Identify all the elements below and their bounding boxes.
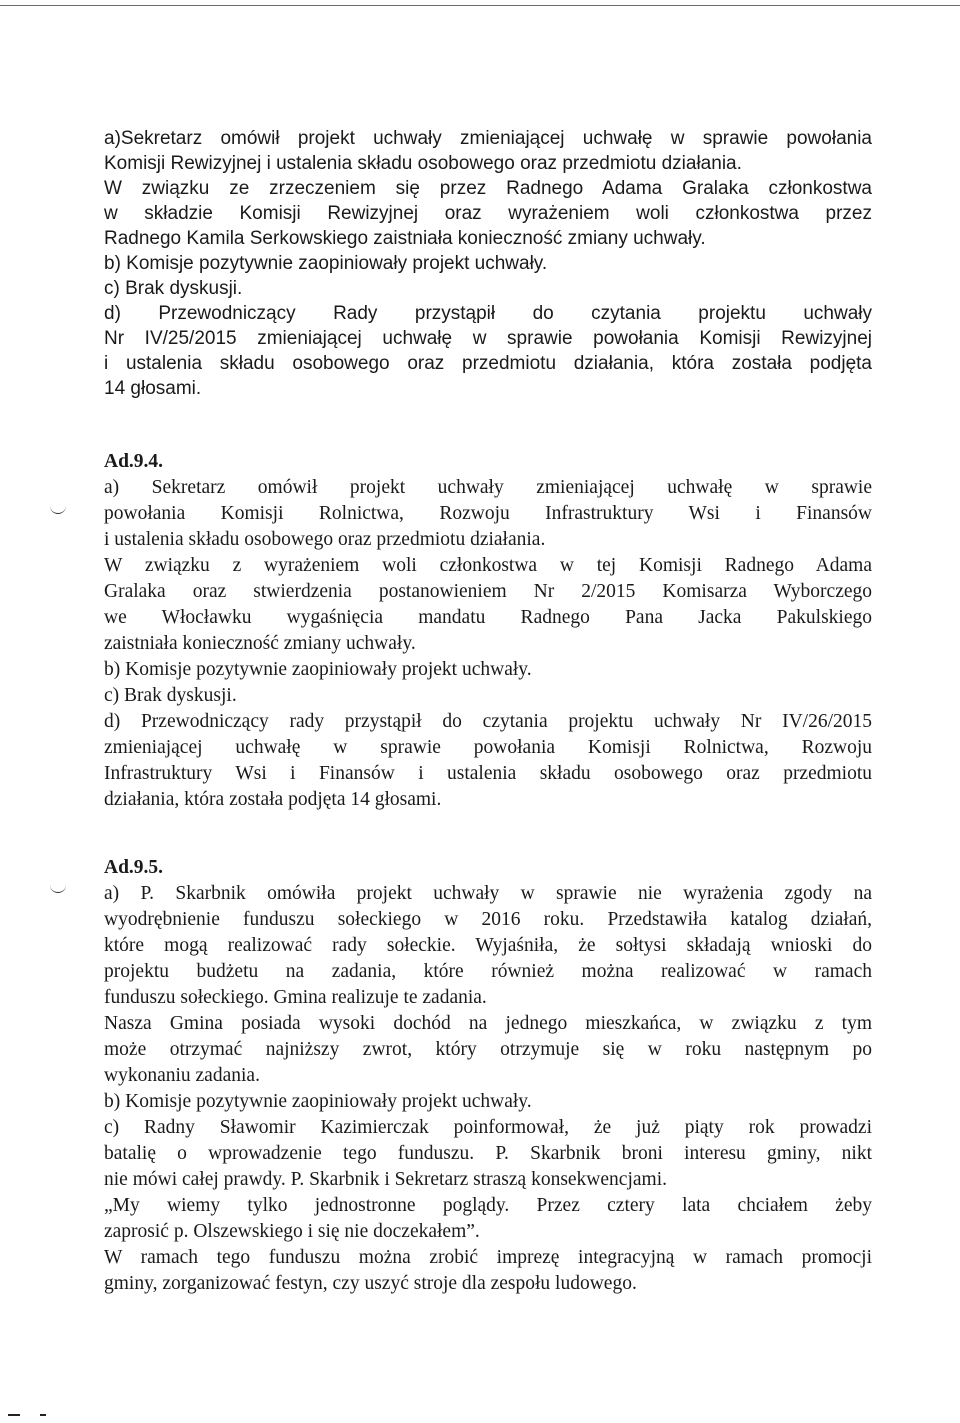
paragraph-line: zaistniała konieczność zmiany uchwały. <box>104 633 416 654</box>
section-heading: Ad.9.4. <box>104 451 164 472</box>
paragraph-line: powołania Komisji Rolnictwa, Rozwoju Infrastruktury Wsi i Finansów <box>104 503 872 524</box>
section-9-4 <box>104 449 872 813</box>
paragraph-line: a)Sekretarz omówił projekt uchwały zmieniającej uchwałę w sprawie powołania <box>104 128 872 149</box>
paragraph-line: i ustalenia składu osobowego oraz przedmiotu działania, która została podjęta <box>104 353 872 374</box>
paragraph-line: Infrastruktury Wsi i Finansów i ustalenia składu osobowego oraz przedmiotu <box>104 763 872 784</box>
paragraph-line: W ramach tego funduszu można zrobić imprezę integracyjną w ramach promocji <box>104 1247 872 1268</box>
paragraph-line: 14 głosami. <box>104 378 202 399</box>
paragraph-line: wykonaniu zadania. <box>104 1065 260 1086</box>
paragraph-line: c) Brak dyskusji. <box>104 278 243 299</box>
paragraph-line: c) Brak dyskusji. <box>104 685 237 706</box>
paragraph-line: gminy, zorganizować festyn, czy uszyć stroje dla zespołu ludowego. <box>104 1273 637 1294</box>
paragraph-line: działania, która została podjęta 14 głosami. <box>104 789 442 810</box>
margin-check-mark <box>50 884 66 893</box>
paragraph-line: batalię o wprowadzenie tego funduszu. P. Skarbnik broni interesu gminy, nikt <box>104 1143 872 1164</box>
paragraph-line: d) Przewodniczący Rady przystąpił do czytania projektu uchwały <box>104 303 872 324</box>
paragraph-line: W związku z wyrażeniem woli członkostwa w tej Komisji Radnego Adama <box>104 555 872 576</box>
section-heading: Ad.9.5. <box>104 857 164 878</box>
paragraph-line: a) P. Skarbnik omówiła projekt uchwały w sprawie nie wyrażenia zgody na <box>104 883 872 904</box>
paragraph-line: b) Komisje pozytywnie zaopiniowały projekt uchwały. <box>104 253 548 274</box>
paragraph-line: projektu budżetu na zadania, które również można realizować w ramach <box>104 961 872 982</box>
paragraph-line: „My wiemy tylko jednostronne poglądy. Przez cztery lata chciałem żeby <box>104 1195 872 1216</box>
paragraph-line: we Włocławku wygaśnięcia mandatu Radnego Pana Jacka Pakulskiego <box>104 607 872 628</box>
paragraph-line: c) Radny Sławomir Kazimierczak poinformował, że już piąty rok prowadzi <box>104 1117 872 1138</box>
paragraph-line: a) Sekretarz omówił projekt uchwały zmieniającej uchwałę w sprawie <box>104 477 872 498</box>
margin-check-mark <box>50 505 66 514</box>
scan-artifact-mark <box>8 1414 20 1416</box>
paragraph-line: zmieniającej uchwałę w sprawie powołania Komisji Rolnictwa, Rozwoju <box>104 737 872 758</box>
scan-artifact-mark <box>40 1414 46 1416</box>
paragraph-line: funduszu sołeckiego. Gmina realizuje te zadania. <box>104 987 487 1008</box>
paragraph-line: wyodrębnienie funduszu sołeckiego w 2016 roku. Przedstawiła katalog działań, <box>104 909 872 930</box>
page-top-rule <box>0 5 960 6</box>
paragraph-line: b) Komisje pozytywnie zaopiniowały projekt uchwały. <box>104 659 532 680</box>
paragraph-line: które mogą realizować rady sołeckie. Wyjaśniła, że sołtysi składają wnioski do <box>104 935 872 956</box>
paragraph-line: może otrzymać najniższy zwrot, który otrzymuje się w roku następnym po <box>104 1039 872 1060</box>
paragraph-line: W związku ze zrzeczeniem się przez Radnego Adama Gralaka członkostwa <box>104 178 872 199</box>
paragraph-line: Komisji Rewizyjnej i ustalenia składu osobowego oraz przedmiotu działania. <box>104 153 742 174</box>
paragraph-line: Gralaka oraz stwierdzenia postanowieniem Nr 2/2015 Komisarza Wyborczego <box>104 581 872 602</box>
paragraph-line: Radnego Kamila Serkowskiego zaistniała konieczność zmiany uchwały. <box>104 228 706 249</box>
section-9-5 <box>104 855 872 1297</box>
paragraph-line: i ustalenia składu osobowego oraz przedmiotu działania. <box>104 529 546 550</box>
paragraph-line: Nasza Gmina posiada wysoki dochód na jednego mieszkańca, w związku z tym <box>104 1013 872 1034</box>
paragraph-line: w składzie Komisji Rewizyjnej oraz wyrażeniem woli członkostwa przez <box>104 203 872 224</box>
paragraph-line: nie mówi całej prawdy. P. Skarbnik i Sekretarz straszą konsekwencjami. <box>104 1169 667 1190</box>
paragraph-line: Nr IV/25/2015 zmieniającej uchwałę w sprawie powołania Komisji Rewizyjnej <box>104 328 872 349</box>
paragraph-line: d) Przewodniczący rady przystąpił do czytania projektu uchwały Nr IV/26/2015 <box>104 711 872 732</box>
paragraph-line: b) Komisje pozytywnie zaopiniowały projekt uchwały. <box>104 1091 532 1112</box>
section-9-3-body <box>104 126 872 401</box>
paragraph-line: zaprosić p. Olszewskiego i się nie doczekałem”. <box>104 1221 480 1242</box>
